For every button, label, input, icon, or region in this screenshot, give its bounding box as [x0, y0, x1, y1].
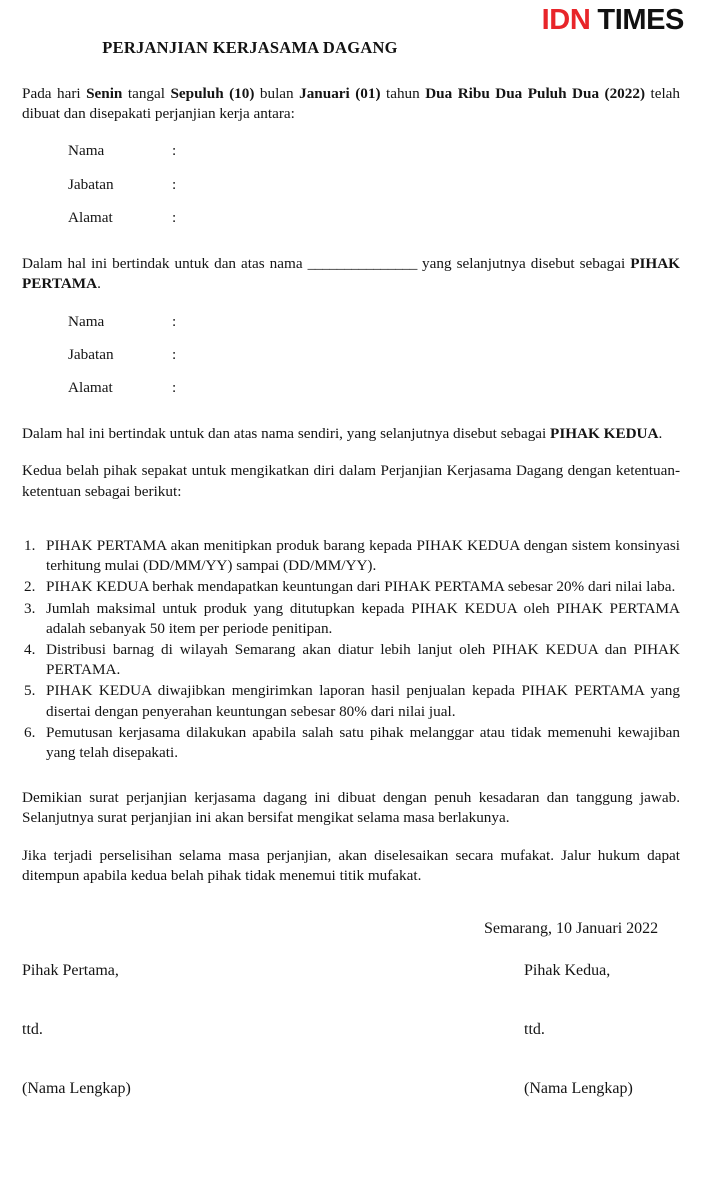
opening-text-4: tahun	[380, 85, 426, 102]
party-first-blank[interactable]: _______________	[307, 255, 418, 273]
clause-number: 4.	[24, 640, 36, 658]
clause-number: 1.	[24, 536, 36, 554]
party-first-label: PIHAK PERTAMA	[22, 255, 680, 293]
signature-right-name: (Nama Lengkap)	[524, 1080, 633, 1098]
field-row	[22, 175, 680, 195]
opening-day: Senin	[86, 85, 123, 102]
field-label-jabatan: Jabatan	[68, 345, 114, 363]
list-item	[22, 723, 680, 763]
signature-right-role: Pihak Kedua,	[524, 962, 611, 980]
clause-text: PIHAK PERTAMA akan menitipkan produk barang kepada PIHAK KEDUA dengan sistem konsinyasi terhitung mulai (DD/MM/YY) sampai (DD/MM/YY).	[46, 536, 680, 575]
opening-text-1: Pada hari	[22, 85, 87, 102]
field-colon: :	[172, 378, 177, 396]
opening-text-5: telah dibuat dan disepakati perjanjian kerja antara:	[22, 85, 681, 123]
signature-name-row	[22, 1080, 680, 1098]
clause-text: PIHAK KEDUA berhak mendapatkan keuntungan dari PIHAK PERTAMA sebesar 20% dari nilai laba.	[46, 578, 676, 596]
signature-area	[0, 886, 706, 1098]
opening-date: Sepuluh (10)	[170, 85, 255, 102]
field-row	[22, 208, 680, 228]
list-item	[22, 536, 680, 576]
field-row	[22, 141, 680, 161]
document-header	[0, 0, 706, 84]
clause-number: 5.	[24, 682, 36, 700]
party-first-text-2: yang selanjutnya disebut sebagai	[417, 255, 631, 273]
field-label-nama: Nama	[68, 312, 105, 330]
party-second-fields	[22, 312, 680, 399]
field-label-jabatan: Jabatan	[68, 175, 114, 193]
idn-times-logo	[542, 6, 684, 35]
clause-number: 3.	[24, 599, 36, 617]
party-second-label: PIHAK KEDUA	[550, 425, 659, 443]
agreement-intro-paragraph: Kedua belah pihak sepakat untuk mengikatkan diri dalam Perjanjian Kerjasama Dagang dengan ketentuan-ketentuan sebagai berikut:	[22, 462, 680, 500]
logo-times-text: TIMES	[597, 4, 684, 36]
list-item	[22, 599, 680, 639]
field-row	[22, 345, 680, 365]
signature-role-row	[22, 962, 680, 980]
field-label-nama: Nama	[68, 142, 105, 160]
document-body	[0, 84, 706, 886]
party-second-statement	[22, 424, 680, 444]
opening-paragraph	[22, 84, 680, 124]
list-item	[22, 640, 680, 680]
closing-paragraph-1: Demikian surat perjanjian kerjasama dagang ini dibuat dengan penuh kesadaran dan tanggung jawab. Selanjutnya surat perjanjian ini akan bersifat mengikat selama masa berlakunya.	[22, 789, 680, 827]
page-title: PERJANJIAN KERJASAMA DAGANG	[102, 38, 398, 57]
clause-number: 2.	[24, 578, 36, 596]
logo-idn-text: IDN	[541, 4, 591, 36]
field-label-alamat: Alamat	[68, 378, 113, 396]
field-colon: :	[172, 312, 177, 330]
field-colon: :	[172, 142, 177, 160]
clause-number: 6.	[24, 723, 36, 741]
clause-text: Pemutusan kerjasama dilakukan apabila salah satu pihak melanggar atau tidak memenuhi kewajiban yang telah disepakati.	[46, 723, 680, 762]
field-label-alamat: Alamat	[68, 208, 113, 226]
opening-text-2: tangal	[122, 85, 171, 102]
signature-place-date: Semarang, 10 Januari 2022	[484, 920, 659, 938]
opening-year: Dua Ribu Dua Puluh Dua (2022)	[425, 85, 646, 102]
field-colon: :	[172, 175, 177, 193]
list-item	[22, 681, 680, 721]
field-row	[22, 378, 680, 398]
party-first-text-1: Dalam hal ini bertindak untuk dan atas nama	[22, 255, 308, 273]
closing-paragraph-2: Jika terjadi perselisihan selama masa perjanjian, akan diselesaikan secara mufakat. Jalur hukum dapat ditempun apabila kedua belah pihak tidak menemui titik mufakat.	[22, 846, 680, 884]
list-item	[22, 577, 680, 597]
signature-right-ttd: ttd.	[524, 1021, 545, 1039]
field-colon: :	[172, 345, 177, 363]
signature-left-role: Pihak Pertama,	[22, 962, 119, 980]
clause-text: PIHAK KEDUA diwajibkan mengirimkan laporan hasil penjualan kepada PIHAK PERTAMA yang disertai dengan penyerahan keuntungan sebesar 80% dari nilai jual.	[46, 682, 680, 720]
party-first-fields	[22, 141, 680, 228]
party-first-statement	[22, 254, 680, 294]
signature-ttd-row	[22, 1021, 680, 1039]
field-row	[22, 312, 680, 332]
clause-text: Jumlah maksimal untuk produk yang ditutupkan kepada PIHAK KEDUA oleh PIHAK PERTAMA adalah sebanyak 50 item per periode penitipan.	[46, 599, 680, 637]
party-second-text-2: .	[658, 425, 663, 443]
party-second-text-1: Dalam hal ini bertindak untuk dan atas nama sendiri, yang selanjutnya disebut sebagai	[22, 425, 551, 443]
opening-month: Januari (01)	[299, 85, 381, 102]
field-colon: :	[172, 208, 177, 226]
signature-left-name: (Nama Lengkap)	[22, 1080, 131, 1098]
clause-text: Distribusi barnag di wilayah Semarang akan diatur lebih lanjut oleh PIHAK KEDUA dan PIHAK PERTAMA.	[46, 640, 680, 679]
signature-left-ttd: ttd.	[22, 1021, 43, 1039]
opening-text-3: bulan	[254, 85, 300, 102]
clause-list	[22, 536, 680, 763]
party-first-text-3: .	[97, 275, 101, 293]
